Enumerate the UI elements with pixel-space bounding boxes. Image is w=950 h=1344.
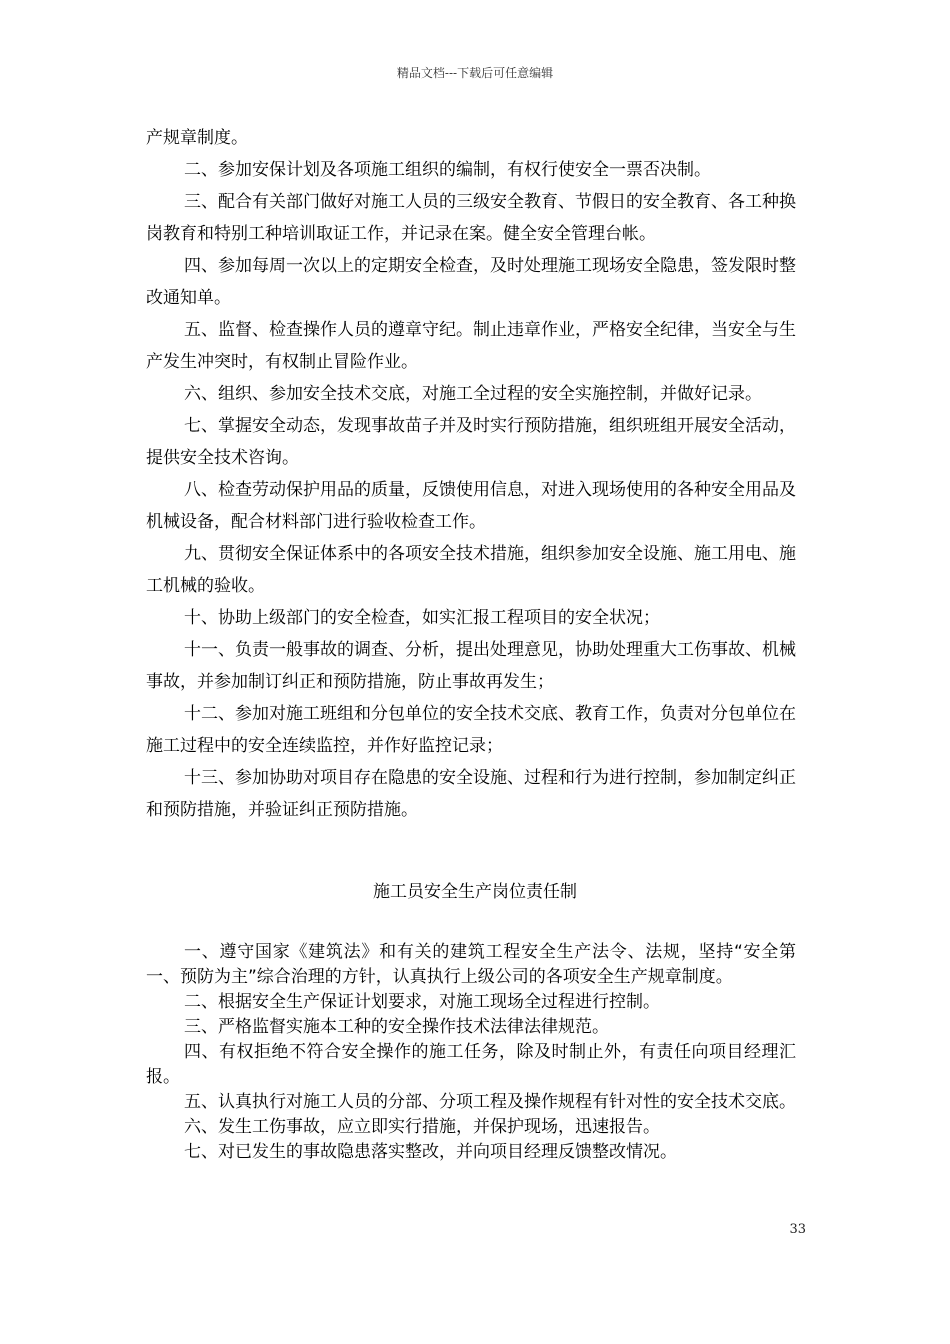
list-item: 三、配合有关部门做好对施工人员的三级安全教育、节假日的安全教育、各工种换岗教育和特别工种培训取证工作，并记录在案。健全安全管理台帐。 xyxy=(146,192,796,244)
list-item: 十二、参加对施工班组和分包单位的安全技术交底、教育工作，负责对分包单位在施工过程中的安全连续监控，并作好监控记录； xyxy=(146,704,796,756)
list-item: 五、认真执行对施工人员的分部、分项工程及操作规程有针对性的安全技术交底。 xyxy=(184,1092,796,1112)
list-item: 七、对已发生的事故隐患落实整改，并向项目经理反馈整改情况。 xyxy=(184,1142,677,1162)
page-header: 精品文档---下载后可任意编辑 xyxy=(396,66,554,80)
list-item: 十一、负责一般事故的调查、分析，提出处理意见，协助处理重大工伤事故、机械事故，并参加制订纠正和预防措施，防止事故再发生； xyxy=(146,640,796,692)
list-item: 四、参加每周一次以上的定期安全检查，及时处理施工现场安全隐患，签发限时整改通知单。 xyxy=(146,256,796,308)
list-item: 十三、参加协助对项目存在隐患的安全设施、过程和行为进行控制，参加制定纠正和预防措施，并验证纠正预防措施。 xyxy=(146,768,796,820)
list-item: 二、参加安保计划及各项施工组织的编制，有权行使安全一票否决制。 xyxy=(184,160,711,180)
list-item: 六、组织、参加安全技术交底，对施工全过程的安全实施控制，并做好记录。 xyxy=(184,384,762,404)
list-item: 二、根据安全生产保证计划要求，对施工现场全过程进行控制。 xyxy=(184,992,660,1012)
section-title: 施工员安全生产岗位责任制 xyxy=(373,882,577,902)
list-item: 一、遵守国家《建筑法》和有关的建筑工程安全生产法令、法规，坚持“安全第一、预防为主”综合治理的方针，认真执行上级公司的各项安全生产规章制度。 xyxy=(146,942,796,987)
list-item: 六、发生工伤事故，应立即实行措施，并保护现场，迅速报告。 xyxy=(184,1117,660,1137)
paragraph-continuation: 产规章制度。 xyxy=(146,128,248,148)
list-item: 八、检查劳动保护用品的质量，反馈使用信息，对进入现场使用的各种安全用品及机械设备，配合材料部门进行验收检查工作。 xyxy=(146,480,796,532)
list-item: 五、监督、检查操作人员的遵章守纪。制止违章作业，严格安全纪律，当安全与生产发生冲突时，有权制止冒险作业。 xyxy=(146,320,796,372)
list-item: 九、贯彻安全保证体系中的各项安全技术措施，组织参加安全设施、施工用电、施工机械的验收。 xyxy=(146,544,796,596)
constructor-responsibility-list xyxy=(146,940,796,1165)
list-item: 三、严格监督实施本工种的安全操作技术法律法律规范。 xyxy=(184,1017,609,1037)
list-item: 十、协助上级部门的安全检查，如实汇报工程项目的安全状况； xyxy=(184,608,660,628)
list-item: 四、有权拒绝不符合安全操作的施工任务，除及时制止外，有责任向项目经理汇报。 xyxy=(146,1042,796,1087)
page-number: 33 xyxy=(789,1222,806,1237)
list-item: 七、掌握安全动态，发现事故苗子并及时实行预防措施，组织班组开展安全活动，提供安全技术咨询。 xyxy=(146,416,796,468)
responsibility-list-continued xyxy=(146,122,796,826)
